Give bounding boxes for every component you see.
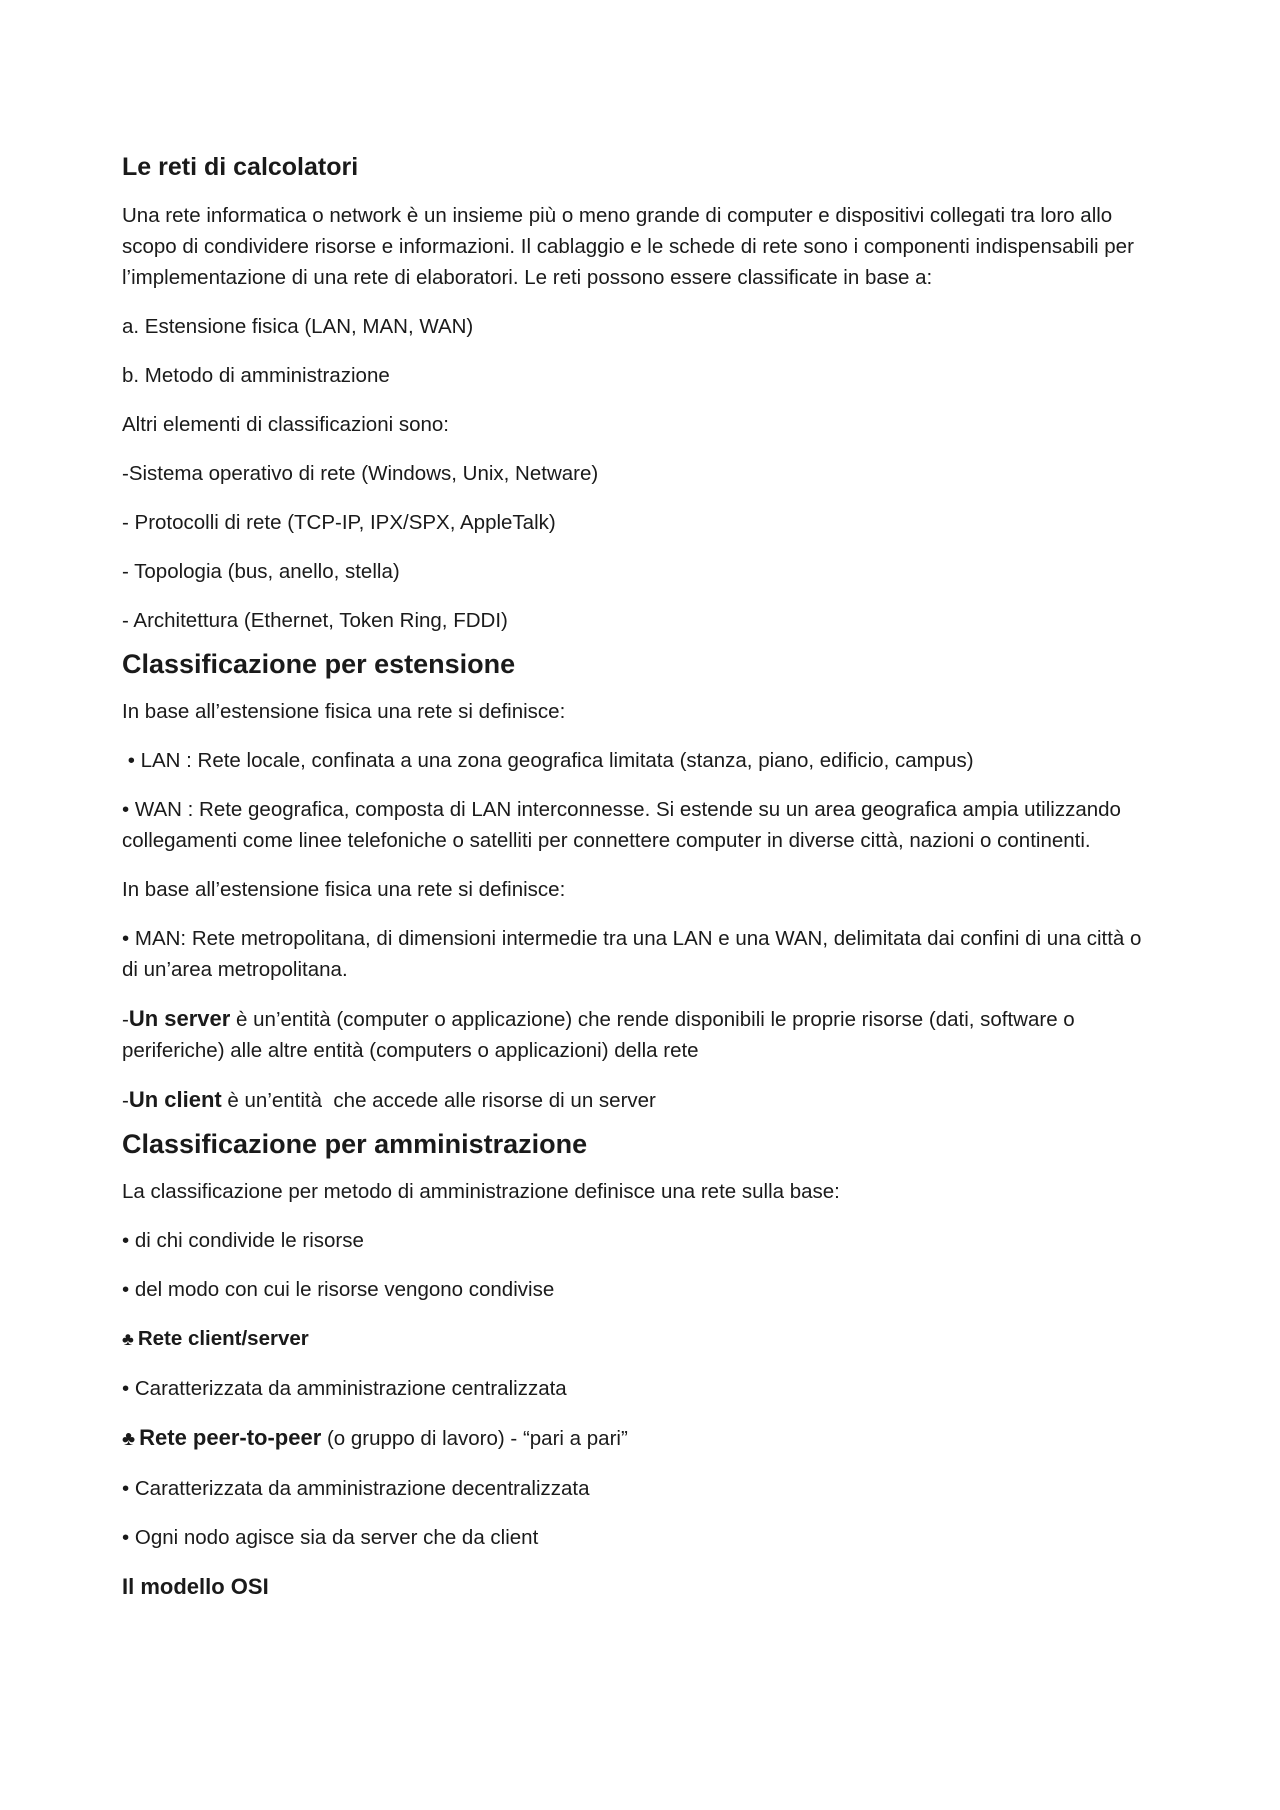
- administration-intro: La classificazione per metodo di amministrazione definisce una rete sulla base:: [122, 1180, 840, 1203]
- list-item: - Topologia (bus, anello, stella): [122, 560, 400, 583]
- classification-b: b. Metodo di amministrazione: [122, 364, 390, 387]
- other-elements-intro: Altri elementi di classificazioni sono:: [122, 413, 449, 436]
- peer-to-peer-heading: [122, 1422, 1160, 1455]
- list-item: • del modo con cui le risorse vengono condivise: [122, 1278, 555, 1301]
- list-item: • di chi condivide le risorse: [122, 1229, 364, 1252]
- list-item: - Architettura (Ethernet, Token Ring, FDDI): [122, 609, 508, 632]
- section-heading-osi: Il modello OSI: [122, 1574, 269, 1599]
- server-prefix: -: [122, 1008, 129, 1031]
- server-definition: [122, 1003, 1160, 1066]
- server-term: Un server: [128, 1006, 231, 1031]
- client-server-title: Rete client/server: [137, 1327, 309, 1350]
- extension-intro-repeat: In base all’estensione fisica una rete si definisce:: [122, 878, 566, 901]
- client-definition: [122, 1084, 1160, 1116]
- club-icon: ♣: [122, 1428, 136, 1450]
- extension-intro: In base all’estensione fisica una rete si definisce:: [122, 700, 566, 723]
- list-item: • Caratterizzata da amministrazione decentralizzata: [122, 1477, 590, 1500]
- club-icon: ♣: [122, 1329, 134, 1349]
- lan-definition: • LAN : Rete locale, confinata a una zona geografica limitata (stanza, piano, edificio, campus): [122, 749, 974, 772]
- client-term: Un client: [128, 1087, 222, 1112]
- client-prefix: -: [122, 1089, 129, 1112]
- section-heading-extension: Classificazione per estensione: [122, 649, 516, 679]
- peer-to-peer-title: Rete peer-to-peer: [139, 1425, 322, 1450]
- list-item: -Sistema operativo di rete (Windows, Unix, Netware): [122, 462, 599, 485]
- client-server-heading: [122, 1323, 1160, 1355]
- page-title: Le reti di calcolatori: [122, 153, 359, 181]
- list-item: • Caratterizzata da amministrazione centralizzata: [122, 1377, 567, 1400]
- server-text: è un’entità (computer o applicazione) che rende disponibili le proprie risorse (dati, software o periferiche) alle altre entità (computers o applicazioni) della rete: [122, 1008, 1075, 1062]
- peer-to-peer-text: (o gruppo di lavoro) - “pari a pari”: [321, 1427, 628, 1450]
- wan-definition: • WAN : Rete geografica, composta di LAN interconnesse. Si estende su un area geografica ampia utilizzando collegamenti come linee telefoniche o satelliti per connettere computer in diverse città, nazioni o continenti.: [122, 798, 1121, 852]
- list-item: • Ogni nodo agisce sia da server che da client: [122, 1526, 539, 1549]
- list-item: - Protocolli di rete (TCP-IP, IPX/SPX, AppleTalk): [122, 511, 556, 534]
- client-text: è un’entità che accede alle risorse di un server: [221, 1089, 656, 1112]
- section-heading-administration: Classificazione per amministrazione: [122, 1129, 588, 1159]
- man-definition: • MAN: Rete metropolitana, di dimensioni intermedie tra una LAN e una WAN, delimitata dai confini di una città o di un’area metropolitana.: [122, 927, 1142, 981]
- classification-a: a. Estensione fisica (LAN, MAN, WAN): [122, 315, 474, 338]
- intro-paragraph: Una rete informatica o network è un insieme più o meno grande di computer e dispositivi collegati tra loro allo scopo di condividere risorse e informazioni. Il cablaggio e le schede di rete sono i componenti indispensabili per l’implementazione di una rete di elaboratori. Le reti possono essere classificate in base a:: [122, 204, 1134, 289]
